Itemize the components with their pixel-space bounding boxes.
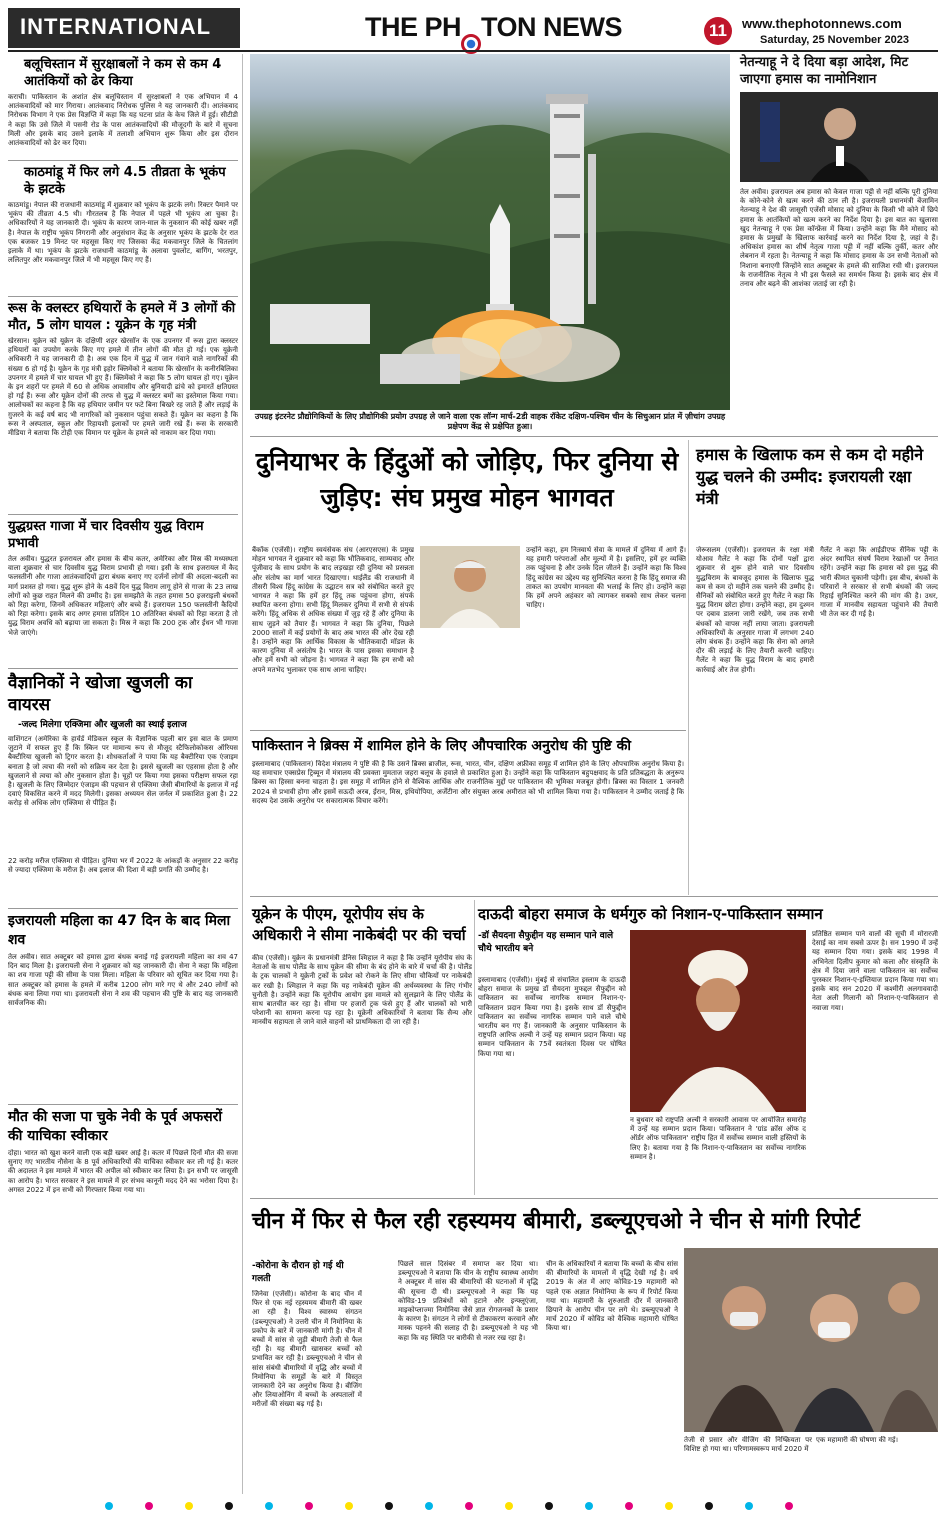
section-label: INTERNATIONAL bbox=[20, 14, 212, 39]
subhead-itch-virus: -जल्द मिलेगा एक्जिमा और खुजली का स्थाई इलाज bbox=[18, 720, 187, 730]
headline-mohan-bhagwat[interactable]: दुनियाभर के हिंदुओं को जोड़िए, फिर दुनिया से जुड़िए: संघ प्रमुख मोहन भागवत bbox=[255, 447, 679, 512]
body-russia-cluster: खेरसान। यूक्रेन को यूक्रेन के दक्षिणी शहर खेरसॉन के एक उपनगर में रूस द्वारा क्लस्टर हथियारों का उपयोग करके किए गए हमले में तीन लोगों की मौत हो गई। एक यूक्रेनी अधिकारी ने यह जानकारी दी है। अब एक दिन में युद्ध में जान गंवाने वाले नागरिकों की संख्या 6 हो गई है। यूक्रेन के गृह मंत्री इहोर क्लिमेंको ने बताया कि खेरसॉन के कनीरबिलिका उपनगर में हमले में चार घायल भी हुए हैं। क्लिमेंको ने कहा कि 5 लोग घायल हो गए। यूक्रेन के इन शहरों पर हमले में 60 से अधिक आवासीय और बुनियादी ढांचे को इमारतें क्षतिग्रस्त हो गई हैं। रूस और यूक्रेन दोनों की तरफ से युद्ध में क्लस्टर बमों का इस्तेमाल किया गया। आलोचकों का कहना है कि वह हथियार जमीन पर फटे बिना बिखरे रह जाते हैं और लड़ाई के ग़ुजरने के कई वर्ष बाद भी नागरिकों को नुकसान पहुंचा सकते हैं। यूक्रेन का कहना है कि रूस ने अस्पताल, स्कूल और रिहायशी इलाकों पर हमले जारी रखे हैं। रूस के सरकारी मीडिया ने बताया कि टोही एक विमान पर यूक्रेन के हमले को नाकाम कर दिया गया। bbox=[8, 337, 238, 438]
headline-hamas-war[interactable]: हमास के खिलाफ कम से कम दो महीने युद्ध चलने की उम्मीद: इजरायली रक्षा मंत्री bbox=[696, 445, 924, 508]
rocket-launch-photo bbox=[250, 54, 730, 410]
body-china-disease-2: पिछले साल दिसंबर में समाप्त कर दिया था। डब्ल्यूएचओ ने बताया कि चीन के राष्ट्रीय स्वास्थ्य आयोग ने अक्टूबर में सांस की बीमारियों की घटनाओं में वृद्धि की सूचना दी थी। डब्ल्यूएचओ ने कहा कि यह कोविड-19 प्रतिबंधों को हटाने और इन्फ्लूएंजा, माइकोप्लाज्मा निमोनिया जैसे ज्ञात रोगजनकों के प्रसार के कारण है। संगठन ने लोगों से टीकाकरण करवाने और मास्क पहनने की सलाह दी है। डब्ल्यूएचओ ने यह भी कहा कि वह स्थिति पर बारीकी से नजर रख रहा है। bbox=[398, 1260, 538, 1342]
netanyahu-photo bbox=[740, 92, 938, 182]
body-itch-virus: वाशिंगटन (अमेरिका के हार्वर्ड मेडिकल स्कूल के वैज्ञानिक पहली बार इस बात के प्रमाण जुटाने में सफल हुए हैं कि स्किन पर मामान्य रूप से मौजूद स्टैफिलोकोकस ऑरियस बैक्टीरिया खुजली को ट्रिगर करता है। शोधकर्ताओं ने पाया कि यह बैक्टीरिया एक एंजाइम बनाता है जो त्वचा की नसों को सक्रिय कर देता है। इससे खुजली का एहसास होता है और खुजलाने से त्वचा को और नुकसान होता है। चूहों पर किया गया इसका परीक्षण सफल रहा है। खुजली के लिए जिम्मेदार एंजाइम की पहचान से एक्जिमा जैसी बीमारियों के इलाज में नई दवाएं विकसित करने में मदद मिलेगी। इसका अध्ययन सेल जर्नल में प्रकाशित हुआ है। 22 करोड़ से अधिक लोग एक्जिमा से पीड़ित हैं। bbox=[8, 735, 238, 808]
syedna-photo bbox=[630, 930, 806, 1112]
headline-china-disease[interactable]: चीन में फिर से फैल रही रहस्यमय बीमारी, डब्ल्यूएचओ ने चीन से मांगी रिपोर्ट bbox=[252, 1209, 861, 1234]
body-bohra-honour-3: प्रतिष्ठित सम्मान पाने वालों की सूची में मोरारजी देसाई का नाम सबसे ऊपर है। सन 1990 में उन्हें यह सम्मान दिया गया। इसके बाद 1998 में अभिनेता दिलीप कुमार को कला और संस्कृति के क्षेत्र में दिया जाने वाला पाकिस्तान का सर्वोच्च पुरस्कार निशान-ए-इम्तियाज प्रदान किया गया था। इसके बाद सन 2020 में कश्मीरी अलगाववादी नेता अली गिलानी को निशान-ए-पाकिस्तान से नवाजा गया। bbox=[812, 930, 938, 1012]
china-photo-caption-right: एक महामारी की घोषणा की गई। bbox=[816, 1436, 899, 1444]
headline-israeli-woman[interactable]: इजरायली महिला का 47 दिन के बाद मिला शव bbox=[8, 913, 231, 948]
china-photo-caption-left: तेजी से प्रसार और वीजिंग की निष्क्रियता पर विशिष्ट हो गया था। परिणामस्वरूप मार्च 2020 में bbox=[684, 1436, 812, 1454]
site-url[interactable]: www.thephotonnews.com bbox=[742, 16, 902, 31]
china-masks-photo bbox=[684, 1248, 938, 1432]
headline-ukraine-border[interactable]: यूक्रेन के पीएम, यूरोपीय संघ के अधिकारी ने सीमा नाकेबंदी पर की चर्चा bbox=[252, 905, 466, 944]
body-baluchistan: कराची। पाकिस्तान के अशांत क्षेत्र बलूचिस्तान में सुरक्षाबलों ने एक अभियान में 4 आतंकवादियों को मार गिराया। आतंकवाद निरोधक पुलिस ने यह जानकारी दी। आतंकवाद निरोधक विभाग ने एक प्रेस विज्ञप्ति में कहा कि यह घटना प्रांत के केच जिले में हुई। सीटीडी ने कहा कि उसे जिले में पसनी रोड के पास आतंकवादियों की मौजूदगी के बारे में सूचना मिली और इसके बाद उसने इलाके में तलाशी अभियान शुरू किया और इस दौरान आतंकवादियों को ढेर कर दिया। bbox=[8, 93, 238, 148]
body-hamas-war: जेरूसलम (एजेंसी)। इजरायल के रक्षा मंत्री योआव गैलेंट ने कहा कि दोनों पक्षों द्वारा शुक्रवार से शुरू होने वाले चार दिवसीय युद्धविराम के बावजूद हमास के खिलाफ युद्ध कम से कम दो महीने तक चलने की उम्मीद है। सैनिकों को संबोधित करते हुए गैलेंट ने कहा कि युद्ध विराम छोटा होगा। उन्होंने कहा, हम दुश्मन पर दबाव डालना जारी रखेंगे, जब तक सभी बंधकों को वापस नहीं लाया जाता। इजरायली अधिकारियों के अनुसार गाजा में लगभग 240 लोग बंधक हैं। उन्होंने कहा कि सेना को अगले दौर की लड़ाई के लिए तैयारी करनी चाहिए। गैलेंट ने कहा कि युद्ध विराम के बाद हमारी कार्रवाई और तेज होगी। bbox=[696, 546, 814, 674]
body-bohra-honour: इस्लामाबाद (एजेंसी)। मुंबई से संचालित इस्लाम के दाऊदी बोहरा समाज के प्रमुख डॉ सैयदना मुफद्दल सैफुद्दीन को पाकिस्तान का सर्वोच्च नागरिक सम्मान निशान-ए-पाकिस्तान प्रदान किया गया है। इसके साथ डॉ सैफुद्दीन पाकिस्तान का सर्वोच्च नागरिक सम्मान पाने वाले चौथे भारतीय बन गए हैं। जानकारी के अनुसार पाकिस्तान के राष्ट्रपति आरिफ अल्वी ने उन्हें यह सम्मान प्रदान किया। यह सम्मान पाकिस्तान के 75वें स्वतंत्रता दिवस पर घोषित किया गया था। bbox=[478, 976, 626, 1058]
body-navy-officers: दोहा। भारत को खुश करने वाली एक बड़ी खबर आई है। कतर में पिछले दिनों मौत की सजा सुनाए गए भारतीय नौसेना के 8 पूर्व अधिकारियों की याचिका स्वीकार कर ली गई है। कतर की अदालत ने इस मामले में भारत की अपील को स्वीकार कर लिया है। इन सभी पर जासूसी का आरोप है। भारत सरकार ने इस मामले में हर संभव कानूनी मदद देने का भरोसा दिया है। अगस्त 2022 में इन सभी को गिरफ्तार किया गया था। bbox=[8, 1149, 238, 1194]
body-bohra-honour-2: न बुधवार को राष्ट्रपति अल्वी ने सरकारी आवास पर आयोजित समारोह में उन्हें यह सम्मान प्रदान किया। पाकिस्तान ने 'ग्रांड क्रॉस ऑफ द ऑर्डर ऑफ पाकिस्तान' राष्ट्रीय हित में सर्वोच्च सम्मान वाली हस्तियों के लिए है। बताया गया है कि निशान-ए-पाकिस्तान का सर्वोच्च नागरिक सम्मान है। bbox=[630, 1116, 806, 1161]
subhead-bohra-honour: -डॉ सैयदना सैफुद्दीन यह सम्मान पाने वाले चौथे भारतीय बने bbox=[478, 931, 614, 954]
issue-date: Saturday, 25 November 2023 bbox=[760, 34, 909, 46]
headline-pakistan-brics[interactable]: पाकिस्तान ने ब्रिक्स में शामिल होने के लिए औपचारिक अनुरोध की पुष्टि की bbox=[252, 738, 631, 754]
rocket-photo-caption: उपग्रह इंटरनेट प्रौद्योगिकियों के लिए प्रौद्योगिकी प्रयोग उपग्रह ले जाने वाला एक लॉन्ग मार्च-2डी वाहक रॉकेट दक्षिण-पश्चिम चीन के सिचुआन प्रांत में ज़ीचांग उपग्रह प्रक्षेपण केंद्र से प्रक्षेपित हुआ। bbox=[254, 412, 726, 431]
color-register-bar bbox=[105, 1502, 935, 1510]
body-ukraine-border: कीव (एजेंसी)। यूक्रेन के प्रधानमंत्री डेनिस श्मिहाल ने कहा है कि उन्होंने यूरोपीय संघ के नेताओं के साथ पोलैंड के साथ यूक्रेन की सीमा के बंद होने के बारे में चर्चा की है। पोलैंड के ट्रक चालकों ने यूक्रेनी ट्रकों के प्रवेश को रोकने के लिए सीमा चौकियों पर नाकेबंदी कर रखी है। श्मिहाल ने कहा कि यह नाकेबंदी यूक्रेन की अर्थव्यवस्था के लिए गंभीर चुनौती है। उन्होंने कहा कि यूरोपीय आयोग इस मामले को सुलझाने के लिए पोलैंड के साथ बातचीत कर रहा है। सीमा पर हजारों ट्रक फंसे हुए हैं और चालकों को भारी परेशानी का सामना करना पड़ रहा है। यूक्रेनी अधिकारियों ने बताया कि सैन्य और मानवीय सहायता ले जाने वाले वाहनों को प्राथमिकता दी जा रही है। bbox=[252, 954, 472, 1027]
headline-gaza-ceasefire[interactable]: युद्धग्रस्त गाजा में चार दिवसीय युद्ध विराम प्रभावी bbox=[8, 519, 204, 551]
body-gaza-ceasefire: तेल अवीव। युद्धरत इजरायल और हमास के बीच कतर, अमेरिका और मिस्र की मध्यस्थता वाला शुक्रवार से चार दिवसीय युद्ध विराम प्रभावी हो गया। इसी के साथ इजरायल में कैद फलस्तीनी और गाजा आतंकवादियों द्वारा बंधक बनाए गए दर्जनों लोगों की अदला-बदली का मार्ग प्रशस्त हो गया। युद्ध शुरू होने के 48वें दिन युद्ध विराम लागू होने से गाजा के 23 लाख लोगों को कुछ राहत मिलने की उम्मीद है। इस समझौते के तहत हमास 50 इजराइली बंधकों को रिहा करेगा, जिनमें अधिकतर महिलाएं और बच्चे हैं। इजरायल 150 फलस्तीनी कैदियों को रिहा करेगा। इसके बाद अगर हमास प्रतिदिन 10 अतिरिक्त बंधकों को रिहा करता है तो युद्ध विराम अवधि को बढ़ाया जा सकता है। मिस्र ने कहा कि 200 ट्रक और ईंधन भी गाजा भेजे जाएंगे। bbox=[8, 555, 238, 637]
body-kathmandu: काठमांडू। नेपाल की राजधानी काठमांडू में शुक्रवार को भूकंप के झटके लगे। रिक्टर पैमाने पर भूकंप की तीव्रता 4.5 थी। गौरतलब है कि नेपाल में पहले भी भूकंप आ चुका है। अधिकारियों ने यह जानकारी दी। भूकंप के कारण जान-माल के नुकसान की कोई खबर नहीं है। नेपाल के राष्ट्रीय भूकंप निगरानी और अनुसंधान केंद्र के अनुसार भूकंप के झटके देर रात एक बजकर 19 मिनट पर महसूस किए गए जिसका केंद्र मकवानपुर जिले के चितलांग इलाके में था। भूकंप के झटके राजधानी काठमांडू के अलावा पुवलोट, बागिंग, भरतपुर, ललितपुर और मकवानपुर जिले में भी महसूस किए गए हैं। bbox=[8, 201, 238, 265]
body-bhagwat: बैंकॉक (एजेंसी)। राष्ट्रीय स्वयंसेवक संघ (आरएसएस) के प्रमुख मोहन भागवत ने शुक्रवार को कहा कि भौतिकवाद, साम्यवाद और पूंजीवाद के साथ प्रयोग के बाद लड़खड़ा रही दुनिया को प्रसन्नता और संतोष का मार्ग भारत दिखाएगा। थाईलैंड की राजधानी में तीसरी विश्व हिंदू कांग्रेस के उद्घाटन सत्र को संबोधित करते हुए भागवत ने कहा कि हमें हर हिंदू तक पहुंचना होगा, संपर्क स्थापित करना होगा। सभी हिंदू मिलकर दुनिया में सभी से संपर्क करेंगे। हिंदू अधिक से अधिक संख्या में जुड़ रहे हैं और दुनिया के साथ जुड़ने को तैयार हैं। भागवत ने कहा कि दुनिया, पिछले 2000 सालों में कई प्रयोगों के बाद अब भारत की ओर देख रही है। उन्होंने कहा कि आर्थिक विकास के भौतिकवादी मॉडल के कारण दुनिया में असंतोष है। भारत के पास इसका समाधान है और हमें सभी को जोड़ना है। भागवत ने कहा कि हम सभी को अपने मतभेद भुलाकर एक साथ आना चाहिए। bbox=[252, 546, 414, 674]
subhead-china-disease: -कोरोना के दौरान हो गई थी गलती bbox=[252, 1261, 344, 1284]
headline-russia-cluster[interactable]: रूस के क्लस्टर हथियारों के हमले में 3 लोगों की मौत, 5 लोग घायल : यूक्रेन के गृह मंत्री bbox=[8, 301, 236, 333]
body-pakistan-brics: इस्लामाबाद (पाकिस्तान) विदेश मंत्रालय ने पुष्टि की है कि उसने ब्रिक्स ब्राजील, रूस, भारत, चीन, दक्षिण अफ्रीका समूह में शामिल होने के लिए औपचारिक अनुरोध किया है। यह समाचार एक्सप्रेस ट्रिब्यून में मंत्रालय की प्रवक्ता मुमताज जहरा बलूच के हवाले से प्रकाशित हुआ है। उन्होंने कहा कि पाकिस्तान बहुपक्षवाद के प्रति प्रतिबद्धता के अनुरूप ब्रिक्स का हिस्सा बनना चाहता है। इस समूह में शामिल होने से वैश्विक आर्थिक और राजनीतिक मुद्दों पर पाकिस्तान की भूमिका मजबूत होगी। ब्रिक्स का विस्तार 1 जनवरी 2024 से प्रभावी होगा और इसमें सऊदी अरब, ईरान, मिस्र, इथियोपिया, अर्जेंटीना और संयुक्त अरब अमीरात को भी शामिल किया गया है। पाकिस्तान ने उम्मीद जताई है कि सदस्य देश उसके अनुरोध पर सकारात्मक विचार करेंगे। bbox=[252, 760, 684, 805]
bhagwat-photo bbox=[420, 546, 520, 628]
body-bhagwat-2: उन्होंने कहा, हम निःस्वार्थ सेवा के मामले में दुनिया में आगे हैं। यह हमारी परंपराओं और मूल्यों में है। इसलिए, हमें हर व्यक्ति तक पहुंचना है और उनके दिल जीतने हैं। उन्होंने कहा कि विश्व हिंदू कांग्रेस का उद्देश्य यह सुनिश्चित करना है कि हिंदू समाज की ताकत का उपयोग मानवता की भलाई के लिए हो। उन्होंने कहा कि हमें अपने अहंकार को त्यागकर सबको साथ लेकर चलना चाहिए। bbox=[526, 546, 686, 610]
headline-baluchistan[interactable]: बलूचिस्तान में सुरक्षाबलों ने कम से कम 4 आतंकियों को ढेर किया bbox=[24, 57, 222, 89]
body-hamas-war-2: गैलेंट ने कहा कि आईडीएफ सैनिक पट्टी के अंदर स्थापित संघर्ष विराम रेखाओं पर तैनात रहेंगे। उन्होंने कहा कि हमास को इस युद्ध की भारी कीमत चुकानी पड़ेगी। इस बीच, बंधकों के परिवारों ने सरकार से सभी बंधकों की जल्द रिहाई सुनिश्चित करने की मांग की है। उधर, गाजा में मानवीय सहायता पहुंचाने की तैयारी भी तेज कर दी गई है। bbox=[820, 546, 938, 619]
headline-itch-virus[interactable]: वैज्ञानिकों ने खोजा खुजली का वायरस bbox=[8, 673, 193, 715]
headline-navy-officers[interactable]: मौत की सजा पा चुके नेवी के पूर्व अफसरों की याचिका स्वीकार bbox=[8, 1109, 223, 1144]
section-banner bbox=[8, 8, 240, 48]
body-china-disease: जिनेवा (एजेंसी)। कोरोना के बाद चीन में फिर से एक नई रहस्यमय बीमारी की खबर आ रही है। विश्व स्वास्थ्य संगठन (डब्ल्यूएचओ) ने उत्तरी चीन में निमोनिया के प्रकोप के बारे में जानकारी मांगी है। चीन में बच्चों में सांस से जुड़ी बीमारी तेजी से फैल रही है। यह बीमारी खासकर बच्चों को प्रभावित कर रही है। डब्ल्यूएचओ ने चीन से सांस संबंधी बीमारियों में वृद्धि और बच्चों में निमोनिया के समूहों के बारे में विस्तृत जानकारी देने का अनुरोध किया है। बीजिंग और लियाओनिंग में बच्चों के अस्पतालों में मरीजों की संख्या बढ़ गई है। bbox=[252, 1290, 362, 1409]
body-netanyahu: तेल अवीव। इजरायल अब हमास को केवल गाजा पट्टी से नहीं बल्कि पूरी दुनिया के कोने-कोने से खत्म करने की ठान ली है। इजरायली प्रधानमंत्री बेंजामिन नेतन्याहू ने देश की जासूसी एजेंसी मोसाद को दुनिया के किसी भी कोने में छिपे हमास के आतंकियों को खत्म करने का निर्देश दिया है। इस बात का खुलासा खुद नेतन्याहू ने एक प्रेस कॉन्फ्रेंस में किया। उन्होंने कहा कि मैंने मोसाद को हमास के प्रमुखों के खिलाफ कार्रवाई करने का निर्देश दिया है, जहां वे हैं। अधिकांश हमास का शीर्ष नेतृत्व गाजा पट्टी में नहीं बल्कि तुर्की, कतर और लेबनान में रहता है। नेतन्याहू ने कहा कि मोसाद हमास के उन सभी नेताओं को निशाना बनाएगी जिन्होंने सात अक्टूबर के हमले की साजिश रची थी। इजरायल के राजनीतिक नेतृत्व ने भी इस फैसले का समर्थन किया है। इसके बाद क्षेत्र में तनाव और बढ़ने की आशंका जताई जा रही है। bbox=[740, 188, 938, 289]
paper-name: THE PH TON NEWS bbox=[365, 12, 622, 54]
headline-netanyahu[interactable]: नेतन्याहू ने दे दिया बड़ा आदेश, मिट जाएगा हमास का नामोनिशान bbox=[740, 55, 909, 87]
headline-bohra-honour[interactable]: दाऊदी बोहरा समाज के धर्मगुरु को निशान-ए-पाकिस्तान सम्मान bbox=[478, 905, 823, 923]
headline-kathmandu[interactable]: काठमांडू में फिर लगे 4.5 तीव्रता के भूकंप के झटके bbox=[24, 165, 226, 197]
page-number-badge: 11 bbox=[704, 17, 732, 45]
body-china-disease-3: चीन के अधिकारियों ने बताया कि बच्चों के बीच सांस की बीमारियों के मामलों में वृद्धि देखी गई है। वर्ष 2019 के अंत में आए कोविड-19 महामारी को पहले एक अज्ञात निमोनिया के रूप में रिपोर्ट किया गया था। महामारी के शुरुआती दौर में जानकारी छिपाने के आरोप चीन पर लगे थे। डब्ल्यूएचओ ने मार्च 2020 में कोविड को वैश्विक महामारी घोषित किया था। bbox=[546, 1260, 678, 1333]
body-israeli-woman: तेल अवीव। सात अक्टूबर को हमास द्वारा बंधक बनाई गई इजरायली महिला का शव 47 दिन बाद मिला है। इजरायली सेना ने शुक्रवार को यह जानकारी दी। सेना ने कहा कि महिला का शव गाजा पट्टी की सीमा के पास मिला। महिला के परिवार को सूचित कर दिया गया है। सात अक्टूबर को हमास के हमले में करीब 1200 लोग मारे गए थे और 240 लोगों को बंधक बना लिया गया था। इजरायली सेना ने शव की पहचान की पुष्टि के बाद यह जानकारी सार्वजनिक की। bbox=[8, 953, 238, 1008]
body-eczema: 22 करोड़ मरीज एक्जिमा से पीड़ित। दुनिया भर में 2022 के आंकड़ों के अनुसार 22 करोड़ से ज्यादा एक्जिमा के मरीज हैं। अब इलाज की दिशा में बड़ी प्रगति की उम्मीद है। bbox=[8, 857, 238, 875]
